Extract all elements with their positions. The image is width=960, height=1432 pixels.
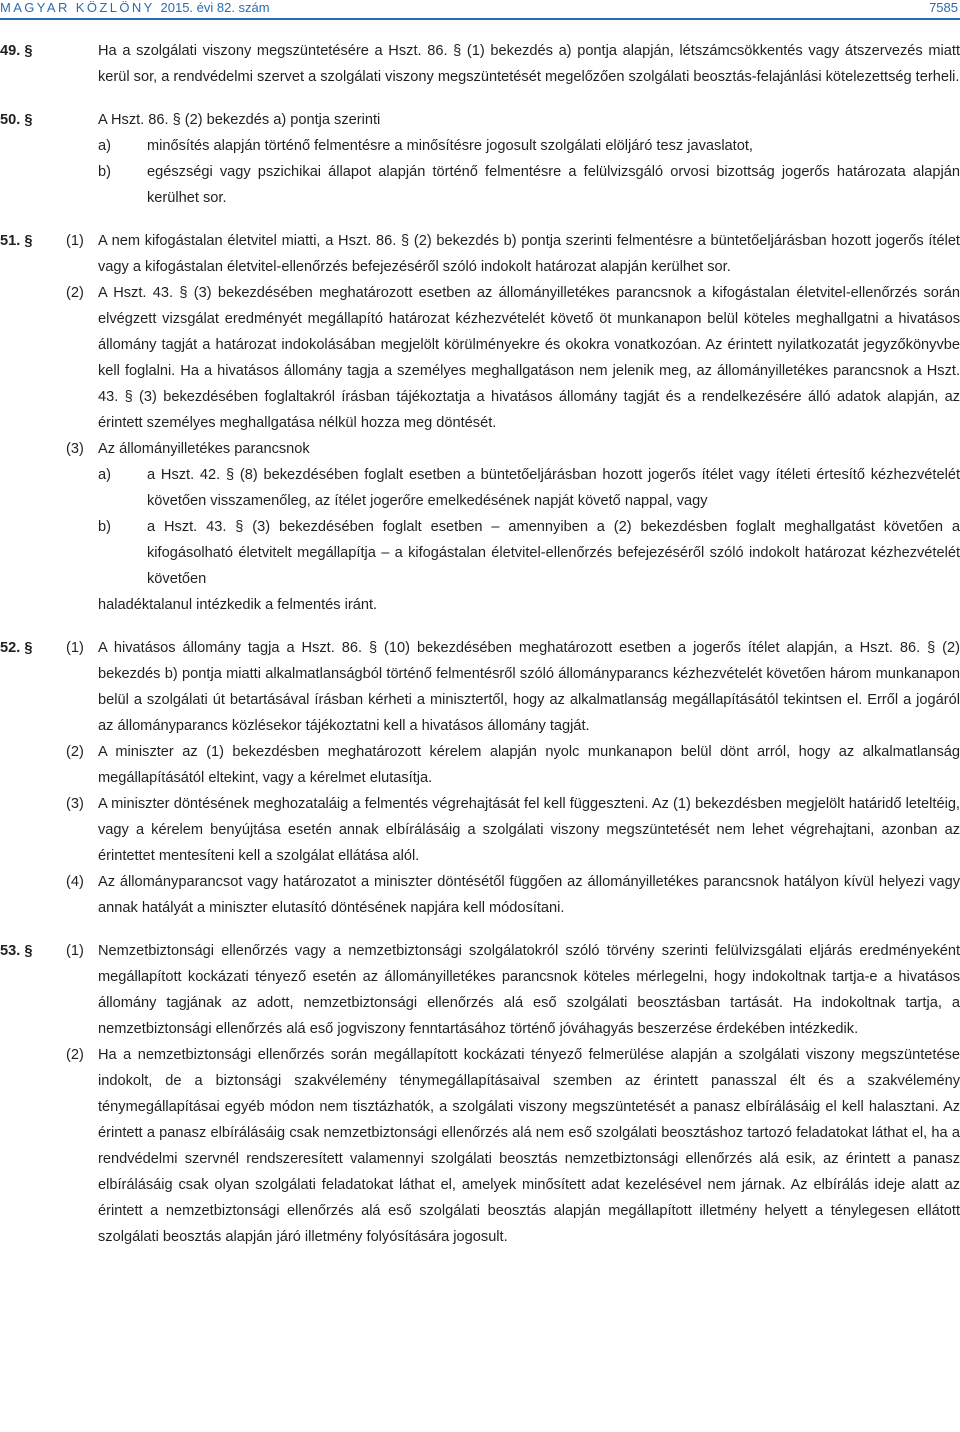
subsection-label: (3) xyxy=(66,796,84,812)
subsection-label: (3) xyxy=(66,441,84,457)
document-body xyxy=(0,38,960,1250)
subsection-label: (2) xyxy=(66,285,84,301)
section-51 xyxy=(0,228,960,618)
subsection xyxy=(0,436,960,462)
section-49 xyxy=(0,38,960,90)
subsection-text: A miniszter az (1) bekezdésben meghatározott kérelem alapján nyolc munkanapon belül dönt arról, hogy az alkalmatlanság megállapításától eltekint, vagy a kérelmet elutasítja. xyxy=(98,744,960,786)
subsection-tail: haladéktalanul intézkedik a felmentés iránt. xyxy=(98,597,378,613)
section-number: 51. § xyxy=(0,233,33,249)
journal-header xyxy=(0,0,270,15)
item-text: minősítés alapján történő felmentésre a minősítésre jogosult szolgálati elöljáró tesz javaslatot, xyxy=(147,138,753,154)
item-label: a) xyxy=(98,467,111,483)
item-text: a Hszt. 42. § (8) bekezdésében foglalt esetben a büntetőeljárásban hozott jogerős ítélet vagy ítéleti értesítő kézhezvételét követően visszamenőleg, az ítélet jogerőre emelkedésének napját követő nappal, vagy xyxy=(147,467,960,509)
subsection xyxy=(0,635,960,739)
issue-number: 2015. évi 82. szám xyxy=(160,0,270,15)
item-text: egészségi vagy pszichikai állapot alapján történő felmentésre a felülvizsgáló orvosi bizottság jogerős határozata alapján kerülhet sor. xyxy=(147,164,960,206)
subsection-text: Ha a nemzetbiztonsági ellenőrzés során megállapított kockázati tényező felmerülése alapján a szolgálati viszony megszüntetése indokolt, de a biztonsági szakvélemény ténymegállapításaival szemben az érintett panasszal élt és a szakvélemény ténymegállapításai egyéb módon nem tisztázhatók, a szolgálati viszony megszüntetését a panasz elbírálásáig el kell halasztani. Az érintett a panasz elbírálásáig csak nemzetbiztonsági ellenőrzés alá nem eső szolgálati beosztáshoz tartozó feladatokat láthat el, ha a rendvédelmi szervnél rendszeresített valamennyi szolgálati beosztás nemzetbiztonsági ellenőrzés alá esik, az érintett a panasz elbírálásáig csak olyan szolgálati feladatokat láthat el, amelyek minősített adat kezelésével nem járnak. Az elbírálás ideje alatt az érintett a nemzetbiztonsági ellenőrzés alá eső szolgálati beosztás alapján megállapított illetmény helyett a ténylegesen ellátott szolgálati beosztás alapján járó illetmény folyósítására jogosult. xyxy=(98,1047,960,1245)
list-item xyxy=(0,159,960,211)
paragraph: A Hszt. 86. § (2) bekezdés a) pontja szerinti xyxy=(98,112,381,128)
subsection-label: (4) xyxy=(66,874,84,890)
subsection-text: A miniszter döntésének meghozataláig a felmentés végrehajtását fel kell függeszteni. Az (1) bekezdésben megjelölt határidő leteltéig, vagy a kérelem benyújtása esetén annak elbírálásáig a szolgálati viszony megszüntetését nem lehet végrehajtani, azonban az érintettet mentesíteni kell a szolgálat ellátása alól. xyxy=(98,796,960,864)
subsection-text: A Hszt. 43. § (3) bekezdésében meghatározott esetben az állományilletékes parancsnok a kifogástalan életvitel-ellenőrzés során elvégzett vizsgálat eredményét megállapító határozat kézhezvételét követő öt munkanapon belül köteles meghallgatni a hivatásos állomány tagját a határozat indokolásában megjelölt körülményekre és okokra vonatkozóan. Az érintett nyilatkozatát jegyzőkönyvbe kell foglalni. Ha a hivatásos állomány tagja a személyes meghallgatáson nem jelenik meg, az állományilletékes parancsnok a Hszt. 43. § (3) bekezdésében foglaltakról írásban tájékoztatja a hivatásos állomány tagját és a rendelkezésére álló adatok alapján, az érintett személyes meghallgatása nélkül hozza meg döntését. xyxy=(98,285,960,431)
subsection-text: Az állományparancsot vagy határozatot a miniszter döntésétől függően az állományilletékes parancsnok hatályon kívül helyezi vagy annak hatályát a miniszter elutasító döntésének napjára kell módosítani. xyxy=(98,874,960,916)
subsection xyxy=(0,938,960,1042)
subsection-label: (2) xyxy=(66,1047,84,1063)
subsection-text: Nemzetbiztonsági ellenőrzés vagy a nemzetbiztonsági szolgálatokról szóló törvény szerinti felülvizsgálati eljárás eredményeként megállapított kockázati tényező esetén az állományilletékes parancsnok köteles mérlegelni, hogy indokoltnak tartja-e a hivatásos állomány tagjának az adott, nemzetbiztonsági ellenőrzés alá eső szolgálati beosztásban tartását. Ha indokoltnak tartja, a nemzetbiztonsági ellenőrzés alá eső jogviszony fenntartásához történő jóváhagyás beszerzése érdekében intézkedik. xyxy=(98,943,960,1037)
subsection-label: (2) xyxy=(66,744,84,760)
section-number: 52. § xyxy=(0,640,33,656)
section-number: 53. § xyxy=(0,943,33,959)
section-number: 49. § xyxy=(0,43,33,59)
page-number: 7585 xyxy=(929,0,958,15)
journal-title: MAGYAR KÖZLÖNY xyxy=(0,0,155,15)
subsection xyxy=(0,1042,960,1250)
subsection-text: A hivatásos állomány tagja a Hszt. 86. § (10) bekezdésében meghatározott esetben a jogerős ítélet alapján, a Hszt. 86. § (2) bekezdés b) pontja miatti alkalmatlanságból történő felmentésről szóló állományparancs kézhezvételét követően három munkanapon belül a szolgálati út betartásával írásban kérheti a minisztertől, hogy az alkalmatlanság megállapításától tekintsen el. Erről a jogáról az állományparancs közlésekor tájékoztatni kell a hivatásos állomány tagját. xyxy=(98,640,960,734)
item-label: b) xyxy=(98,519,111,535)
subsection-label: (1) xyxy=(66,233,84,249)
list-item xyxy=(0,514,960,592)
section-52 xyxy=(0,635,960,921)
subsection xyxy=(0,280,960,436)
subsection xyxy=(0,228,960,280)
subsection-text: Az állományilletékes parancsnok xyxy=(98,441,310,457)
subsection xyxy=(0,791,960,869)
subsection xyxy=(0,739,960,791)
page-header xyxy=(0,0,960,18)
subsection-text: A nem kifogástalan életvitel miatti, a Hszt. 86. § (2) bekezdés b) pontja szerinti felmentésre a büntetőeljárásban hozott jogerős ítélet vagy a kifogástalan életvitel-ellenőrzés befejezéséről szóló indokolt határozat alapján kerülhet sor. xyxy=(98,233,960,275)
subsection-label: (1) xyxy=(66,943,84,959)
item-text: a Hszt. 43. § (3) bekezdésében foglalt esetben – amennyiben a (2) bekezdésben foglalt meghallgatást követően a kifogásolható életvitelt megállapítja – a kifogástalan életvitel-ellenőrzés befejezéséről szóló indokolt határozat kézhezvételét követően xyxy=(147,519,960,587)
section-50 xyxy=(0,107,960,211)
list-item xyxy=(0,133,960,159)
item-label: a) xyxy=(98,138,111,154)
item-label: b) xyxy=(98,164,111,180)
section-53 xyxy=(0,938,960,1250)
subsection-label: (1) xyxy=(66,640,84,656)
list-item xyxy=(0,462,960,514)
header-rule xyxy=(0,18,960,20)
paragraph: Ha a szolgálati viszony megszüntetésére a Hszt. 86. § (1) bekezdés a) pontja alapján, létszámcsökkentés vagy átszervezés miatt kerül sor, a rendvédelmi szervet a szolgálati viszony megszüntetését megelőzően szolgálati beosztás-felajánlási kötelezettség terheli. xyxy=(98,43,960,85)
subsection xyxy=(0,869,960,921)
section-number: 50. § xyxy=(0,112,33,128)
